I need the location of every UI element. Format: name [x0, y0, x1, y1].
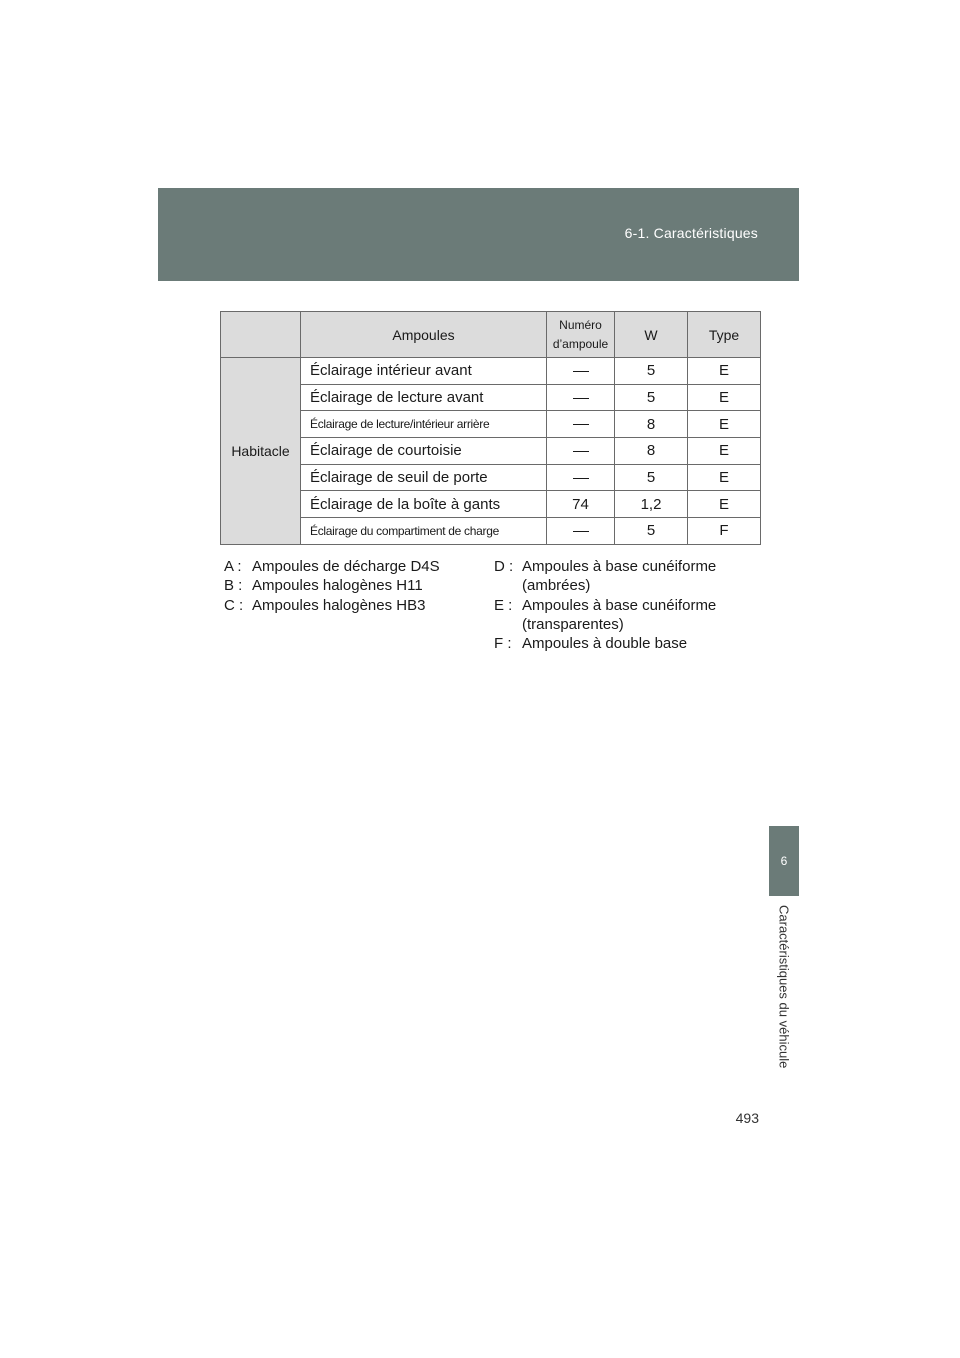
- dash-mark: [573, 478, 589, 479]
- bulb-number: [547, 518, 615, 545]
- legend-text-wrap: [522, 596, 764, 635]
- legend-text: Ampoules à base cunéiforme: [522, 596, 717, 614]
- bulb-number: [547, 464, 615, 491]
- legend-key: E :: [494, 596, 513, 614]
- table-row: [221, 518, 761, 545]
- dash-mark: [573, 451, 589, 452]
- legend-text: Ampoules à base cunéiforme: [522, 558, 717, 575]
- table-row: [221, 411, 761, 438]
- bulb-watt: 1,2: [615, 491, 688, 518]
- legend-key: C :: [224, 596, 244, 614]
- section-title: 6-1. Caractéristiques: [624, 225, 758, 241]
- bulb-type: E: [688, 358, 761, 385]
- legend-text-continued: (ambrées): [522, 577, 591, 595]
- legend-item: [224, 557, 484, 576]
- category-cell: Habitacle: [221, 358, 301, 545]
- legend-item: [494, 596, 764, 635]
- legend-key: A :: [224, 558, 242, 575]
- legend-key: F :: [494, 635, 512, 653]
- bulb-name: Éclairage de courtoisie: [301, 438, 547, 465]
- bulb-type: E: [688, 384, 761, 411]
- bulb-name: Éclairage de seuil de porte: [301, 464, 547, 491]
- legend-right-column: [494, 557, 764, 653]
- dash-mark: [573, 424, 589, 425]
- chapter-tab: [769, 826, 799, 896]
- bulb-specifications-table: [220, 311, 761, 545]
- header-bulb-number-line2: d’ampoule: [552, 336, 609, 351]
- bulb-watt: 8: [615, 411, 688, 438]
- bulb-watt: 5: [615, 358, 688, 385]
- header-type: Type: [688, 312, 761, 358]
- header-bulbs: Ampoules: [301, 312, 547, 358]
- table-row: [221, 491, 761, 518]
- bulb-type: E: [688, 438, 761, 465]
- legend-item: [224, 576, 484, 595]
- legend-text: Ampoules halogènes H11: [252, 577, 423, 595]
- legend-key: B :: [224, 577, 243, 595]
- bulb-type: E: [688, 464, 761, 491]
- legend-text: Ampoules halogènes HB3: [252, 596, 426, 614]
- legend-item: [494, 557, 764, 596]
- legend-left-column: [224, 557, 484, 615]
- legend-item: [494, 634, 764, 653]
- legend-text-wrap: [522, 557, 764, 596]
- chapter-number: 6: [780, 854, 788, 868]
- dash-mark: [573, 371, 589, 372]
- table-row: [221, 358, 761, 385]
- bulb-watt: 8: [615, 438, 688, 465]
- header-watt: W: [615, 312, 688, 358]
- chapter-label: Caractéristiques du véhicule: [776, 905, 792, 1069]
- bulb-name: Éclairage du compartiment de charge: [301, 518, 547, 545]
- bulb-watt: 5: [615, 464, 688, 491]
- table-header-row: [221, 312, 761, 358]
- table-row: [221, 438, 761, 465]
- section-header-band: [158, 188, 799, 281]
- legend-text-continued: (transparentes): [522, 615, 624, 633]
- bulb-number: [547, 384, 615, 411]
- bulb-type: F: [688, 518, 761, 545]
- header-bulb-number-line1: Numéro: [559, 317, 602, 332]
- dash-mark: [573, 398, 589, 399]
- bulb-watt: 5: [615, 384, 688, 411]
- bulb-number: [547, 358, 615, 385]
- bulb-name: Éclairage de lecture/intérieur arrière: [301, 411, 547, 438]
- bulb-type: E: [688, 411, 761, 438]
- bulb-watt: 5: [615, 518, 688, 545]
- dash-mark: [573, 531, 589, 532]
- bulb-name: Éclairage de la boîte à gants: [301, 491, 547, 518]
- legend-text: Ampoules à double base: [522, 635, 688, 653]
- header-empty-cell: [221, 312, 301, 358]
- legend-item: [224, 596, 484, 615]
- header-bulb-number: [547, 312, 615, 358]
- page-number: 493: [735, 1110, 759, 1126]
- bulb-number: 74: [547, 491, 615, 518]
- table-row: [221, 384, 761, 411]
- bulb-type: E: [688, 491, 761, 518]
- bulb-number: [547, 411, 615, 438]
- bulb-number: [547, 438, 615, 465]
- table-row: [221, 464, 761, 491]
- legend-key: D :: [494, 558, 514, 575]
- bulb-name: Éclairage de lecture avant: [301, 384, 547, 411]
- bulb-name: Éclairage intérieur avant: [301, 358, 547, 385]
- legend-text: Ampoules de décharge D4S: [252, 558, 440, 575]
